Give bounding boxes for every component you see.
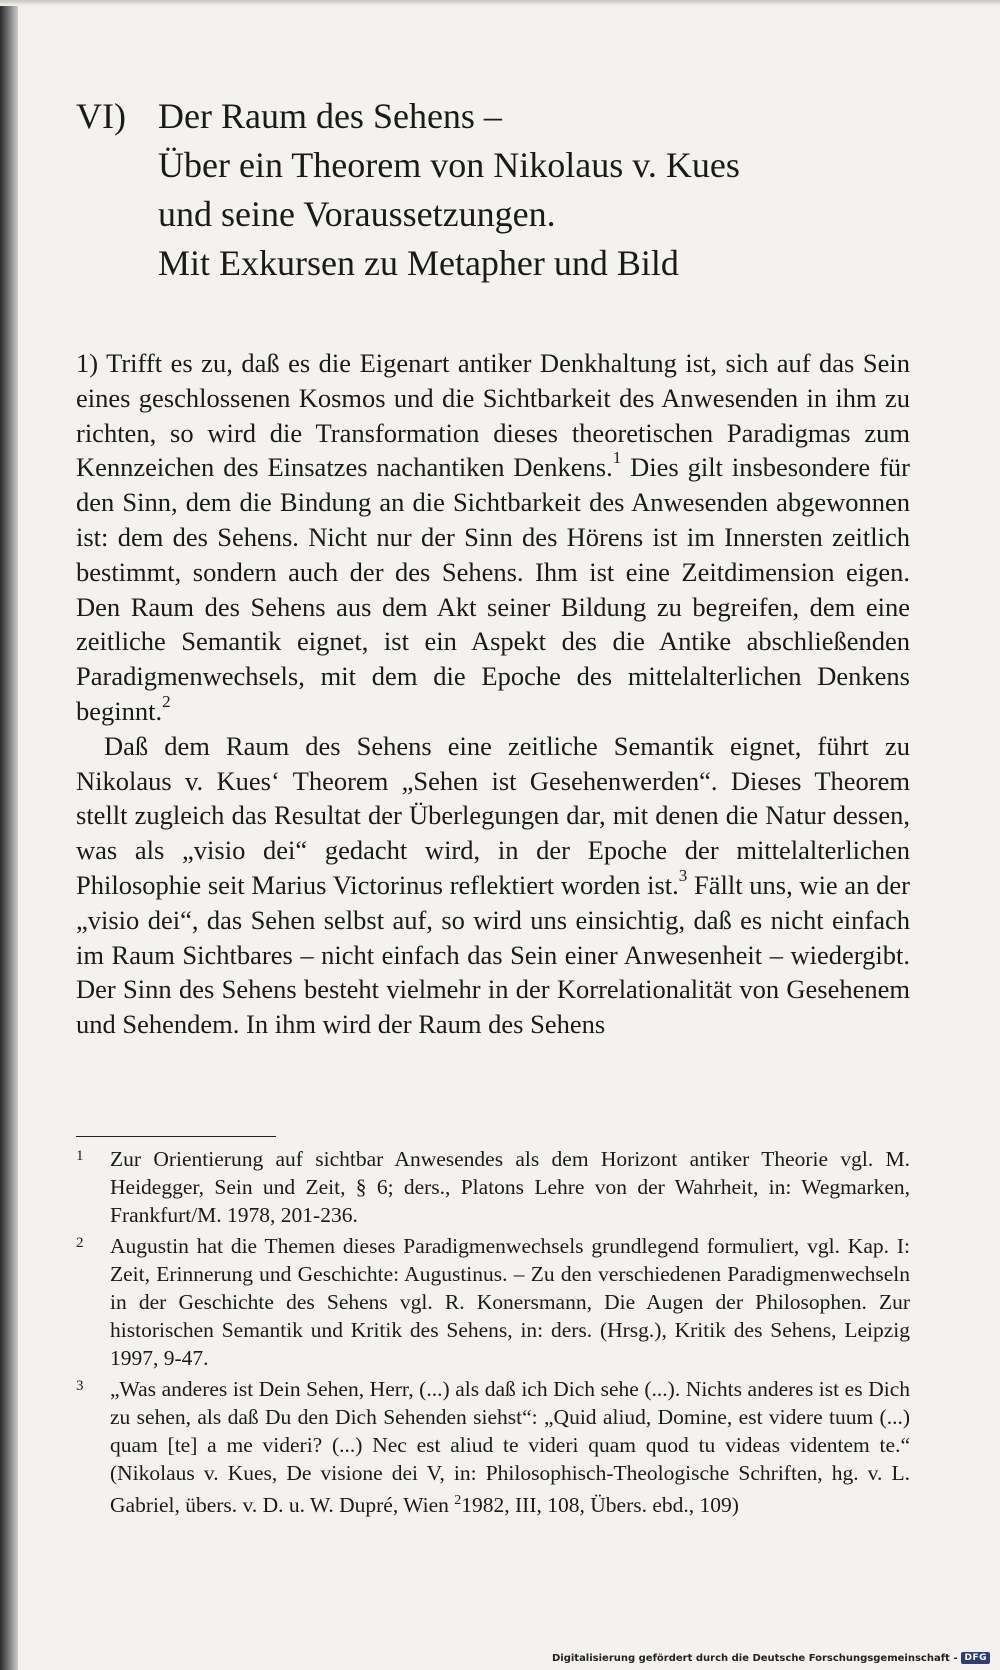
scan-page-edge bbox=[0, 0, 18, 1670]
paragraph-1 bbox=[76, 346, 910, 729]
footnote-number: 1 bbox=[76, 1148, 84, 1164]
chapter-title bbox=[158, 92, 740, 288]
paragraph-1-text-a: 1) Trifft es zu, daß es die Eigenart antiker Denkhaltung ist, sich auf das Sein eines geschlossenen Kosmos und die Sichtbarkeit des Anwesenden in ihm zu richten, so wird die Transformation dieses theoretischen Paradigmas zum Kennzeichen des Einsatzes nachantiken Denkens. bbox=[76, 348, 910, 483]
chapter-title-line: und seine Voraussetzungen. bbox=[158, 194, 556, 234]
digitization-credit bbox=[552, 1652, 990, 1664]
footnote-number: 3 bbox=[76, 1378, 84, 1394]
paragraph-2-text-a: Daß dem Raum des Sehens eine zeitliche Semantik eignet, führt zu Nikolaus v. Kues‘ Theorem „Sehen ist Gesehenwerden“. Dieses Theorem stellt zugleich das Resultat der Überlegungen dar, mit denen die Natur dessen, was als „visio dei“ gedacht wird, in der Epoche der mittelalterlichen Philosophie seit Marius Victorinus reflektiert worden ist. bbox=[76, 730, 910, 900]
footnote-text bbox=[110, 1375, 910, 1519]
footnote bbox=[76, 1232, 910, 1372]
edition-superscript: 2 bbox=[454, 1493, 462, 1508]
credit-text: Digitalisierung gefördert durch die Deutsche Forschungsgemeinschaft - bbox=[551, 1652, 958, 1664]
footnotes bbox=[76, 1145, 910, 1522]
body-text bbox=[76, 346, 910, 1042]
footnote-divider bbox=[76, 1136, 276, 1137]
footnote-text: Augustin hat die Themen dieses Paradigmenwechsels grundlegend formuliert, vgl. Kap. I: Zeit, Erinnerung und Geschichte: Augustinus. – Zu den verschiedenen Paradigmenwechseln in der Geschichte des Sehens vgl. R. Konersmann, Die Augen der Philosophen. Zur historischen Semantik und Kritik des Sehens, in: ders. (Hrsg.), Kritik des Sehens, Leipzig 1997, 9-47. bbox=[110, 1234, 910, 1370]
footnote-ref-3: 3 bbox=[678, 865, 688, 885]
footnote-ref-2: 2 bbox=[162, 691, 171, 711]
scan-top-edge bbox=[0, 0, 1000, 6]
chapter-number: VI) bbox=[76, 96, 126, 136]
chapter-heading bbox=[76, 92, 936, 288]
chapter-title-line: Über ein Theorem von Nikolaus v. Kues bbox=[158, 145, 740, 185]
footnote-text-b: 1982, III, 108, Übers. ebd., 109) bbox=[461, 1493, 739, 1518]
dfg-logo-icon: DFG bbox=[961, 1652, 990, 1664]
footnote-text: Zur Orientierung auf sichtbar Anwesendes als dem Horizont antiker Theorie vgl. M. Heidegger, Sein und Zeit, § 6; ders., Platons Lehre von der Wahrheit, in: Wegmarken, Frankfurt/M. 1978, 201-236. bbox=[110, 1147, 910, 1227]
paragraph-2-text-b: Fällt uns, wie an der „visio dei“, das Sehen selbst auf, so wird uns einsichtig, daß es nicht einfach im Raum Sichtbares – nicht einfach das Sein einer Anwesenheit – wiedergibt. Der Sinn des Sehens besteht vielmehr in der Korrelationalität von Gesehenem und Sehendem. In ihm wird der Raum des Sehens bbox=[76, 869, 910, 1040]
paragraph-1-text-b: Dies gilt insbesondere für den Sinn, dem die Bindung an die Sichtbarkeit des Anwesenden abgewonnen ist: dem des Sehens. Nicht nur der Sinn des Hörens ist im Innersten zeitlich bestimmt, sondern auch der des Sehens. Ihm ist eine Zeitdimension eigen. Den Raum des Sehens aus dem Akt seiner Bildung zu begreifen, dem eine zeitliche Semantik eignet, ist ein Aspekt des die Antike abschließenden Paradigmenwechsels, mit dem die Epoche des mittelalterlichen Denkens beginnt. bbox=[76, 452, 910, 726]
footnote bbox=[76, 1145, 910, 1229]
footnote-text-a: „Was anderes ist Dein Sehen, Herr, (...) als daß ich Dich sehe (...). Nichts anderes ist es Dich zu sehen, als daß Du den Dich Sehenden siehst“: „Quid aliud, Domine, est videre tuum (...) quam [te] a me videri? (...) Nec est aliud te videri quam quod tu videas videntem te.“ (Nikolaus v. Kues, De visione dei V, in: Philosophisch-Theologische Schriften, hg. v. L. Gabriel, übers. v. D. u. W. Dupré, Wien bbox=[110, 1377, 910, 1518]
footnote bbox=[76, 1375, 910, 1519]
paragraph-2 bbox=[76, 729, 910, 1042]
chapter-title-line: Der Raum des Sehens – bbox=[158, 96, 502, 136]
footnote-ref-1: 1 bbox=[612, 448, 622, 468]
chapter-title-line: Mit Exkursen zu Metapher und Bild bbox=[158, 243, 679, 283]
footnote-number: 2 bbox=[76, 1235, 84, 1251]
